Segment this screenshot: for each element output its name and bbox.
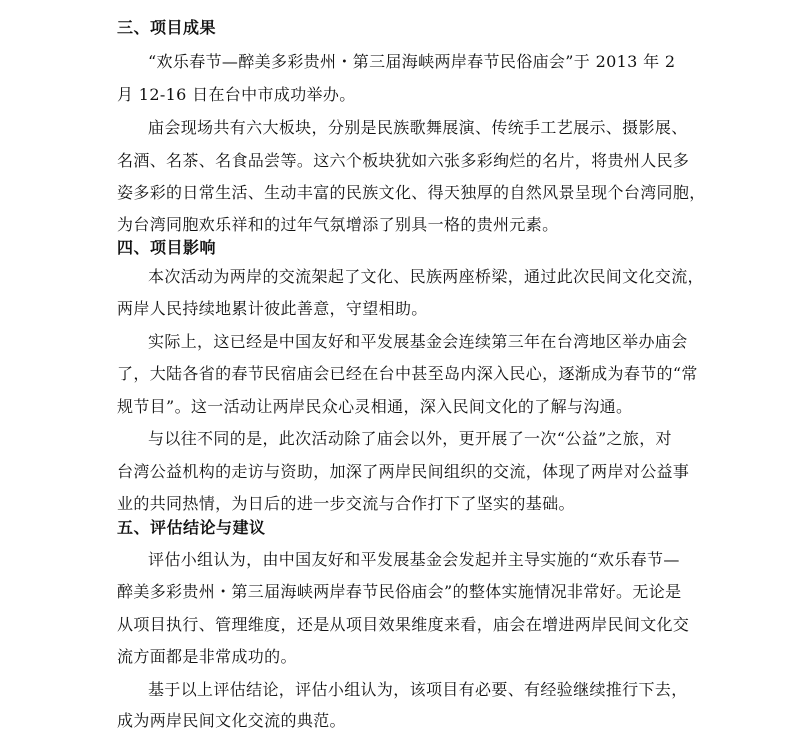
paragraph-line: 业的共同热情，为日后的进一步交流与合作打下了坚实的基础。 bbox=[117, 494, 575, 513]
paragraph-line: 名酒、名茶、名食品尝等。这六个板块犹如六张多彩绚烂的名片，将贵州人民多 bbox=[117, 151, 690, 170]
paragraph-line: 为台湾同胞欢乐祥和的过年气氛增添了别具一格的贵州元素。 bbox=[117, 215, 559, 234]
paragraph-line: “欢乐春节—醉美多彩贵州・第三届海峡两岸春节民俗庙会”于 2013 年 2 bbox=[148, 52, 676, 71]
section-heading-impact: 四、项目影响 bbox=[117, 238, 217, 257]
paragraph-line: 从项目执行、管理维度，还是从项目效果维度来看，庙会在增进两岸民间文化交 bbox=[117, 615, 690, 634]
paragraph-line: 醉美多彩贵州・第三届海峡两岸春节民俗庙会”的整体实施情况非常好。无论是 bbox=[117, 582, 682, 601]
paragraph-line: 月 12-16 日在台中市成功举办。 bbox=[117, 85, 356, 104]
paragraph-line: 本次活动为两岸的交流架起了文化、民族两座桥梁，通过此次民间文化交流， bbox=[148, 267, 704, 286]
paragraph-line: 规节目”。这一活动让两岸民众心灵相通，深入民间文化的了解与沟通。 bbox=[117, 397, 633, 416]
paragraph-line: 基于以上评估结论，评估小组认为，该项目有必要、有经验继续推行下去， bbox=[148, 680, 688, 699]
paragraph-line: 庙会现场共有六大板块，分别是民族歌舞展演、传统手工艺展示、摄影展、 bbox=[148, 118, 688, 137]
section-heading-conclusion: 五、评估结论与建议 bbox=[117, 518, 266, 537]
paragraph-line: 与以往不同的是，此次活动除了庙会以外，更开展了一次“公益”之旅，对 bbox=[148, 429, 672, 448]
paragraph-line: 了，大陆各省的春节民宿庙会已经在台中甚至岛内深入民心，逐渐成为春节的“常 bbox=[117, 364, 698, 383]
paragraph-line: 姿多彩的日常生活、生动丰富的民族文化、得天独厚的自然风景呈现个台湾同胞， bbox=[117, 183, 706, 202]
paragraph-line: 流方面都是非常成功的。 bbox=[117, 647, 297, 666]
paragraph-line: 成为两岸民间文化交流的典范。 bbox=[117, 711, 346, 730]
paragraph-line: 实际上，这已经是中国友好和平发展基金会连续第三年在台湾地区举办庙会 bbox=[148, 332, 688, 351]
paragraph-line: 评估小组认为，由中国友好和平发展基金会发起并主导实施的“欢乐春节— bbox=[148, 550, 680, 569]
section-heading-results: 三、项目成果 bbox=[117, 18, 217, 37]
paragraph-line: 台湾公益机构的走访与资助，加深了两岸民间组织的交流，体现了两岸对公益事 bbox=[117, 462, 690, 481]
paragraph-line: 两岸人民持续地累计彼此善意，守望相助。 bbox=[117, 299, 428, 318]
